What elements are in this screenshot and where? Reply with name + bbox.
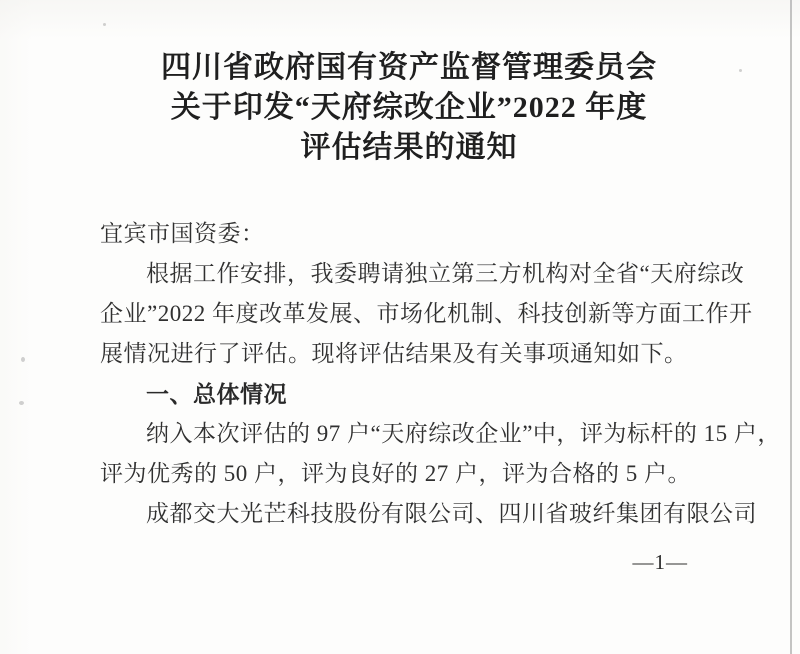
title-line-3: 评估结果的通知 [300,131,518,164]
paragraph-2-line-1: 纳入本次评估的 97 户“天府综改企业”中，评为标杆的 15 户， [146,421,781,446]
title-line-2: 关于印发“天府综改企业”2022 年度 [170,91,648,124]
scan-speck [739,69,742,72]
paragraph-1-line-1: 根据工作安排，我委聘请独立第三方机构对全省“天府综改 [146,261,745,286]
paragraph-1-line-2: 企业”2022 年度改革发展、市场化机制、科技创新等方面工作开 [100,301,753,326]
scan-edge-line [790,0,792,654]
paragraph-2-line-2: 评为优秀的 50 户，评为良好的 27 户，评为合格的 5 户。 [100,461,691,486]
section-1-heading: 一、总体情况 [146,381,287,407]
salutation: 宜宾市国资委： [100,221,265,246]
document-content [100,48,781,574]
page-number: —1— [632,550,688,574]
paragraph-1-line-3: 展情况进行了评估。现将评估结果及有关事项通知如下。 [100,341,688,366]
scan-speck [103,23,106,26]
document-body [100,214,781,534]
scan-speck [21,357,25,362]
scan-speck [19,401,24,405]
document-title [100,48,718,168]
title-line-1: 四川省政府国有资产监督管理委员会 [161,51,657,84]
paragraph-3-line-1: 成都交大光芒科技股份有限公司、四川省玻纤集团有限公司 [146,501,757,526]
